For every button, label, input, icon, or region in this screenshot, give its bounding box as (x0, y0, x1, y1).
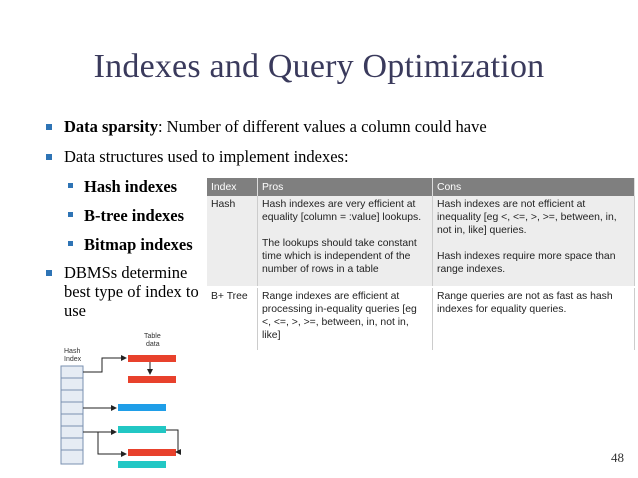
sub-bullet-bitmap: Bitmap indexes (84, 235, 193, 254)
bullet-data-sparsity (64, 117, 487, 137)
record-red (128, 376, 176, 383)
record-cyan (118, 426, 166, 433)
page-number: 48 (611, 450, 624, 465)
bullet-dbms: DBMSs determine best type of index to use (64, 263, 199, 320)
cell-index: B+ Tree (207, 287, 258, 351)
hash-index-diagram (56, 330, 196, 470)
bullet-marker (46, 124, 52, 130)
header-index: Index (207, 178, 258, 196)
bullet-marker (46, 154, 52, 160)
data-label: data (146, 341, 160, 348)
header-pros: Pros (258, 178, 433, 196)
table-label: Table (144, 333, 161, 340)
cell-cons (433, 287, 635, 351)
hash-index-column (61, 366, 83, 464)
sub-bullet-marker (68, 241, 73, 246)
cell-pros (258, 196, 433, 287)
bullet-data-structures: Data structures used to implement indexes: (64, 147, 349, 166)
table-row (207, 196, 635, 287)
hash-label: Hash (64, 348, 81, 355)
cons-text: Hash indexes require more space than range indexes. (437, 251, 616, 275)
cell-cons (433, 196, 635, 287)
bullet-description: : Number of different values a column could have (157, 117, 487, 136)
record-blue (118, 404, 166, 411)
pros-text: Range indexes are efficient at processing in-equality queries [eg <, <=, >, >=, between, in, not in, like] (262, 291, 417, 341)
bullet-bold-term: Data sparsity (64, 117, 158, 136)
top-band (0, 0, 638, 24)
table-data-records (118, 355, 176, 468)
sub-bullet-marker (68, 183, 73, 188)
pros-text: Hash indexes are very efficient at equality [column = :value] lookups. (262, 199, 422, 223)
cons-text: Hash indexes are not efficient at inequality [eg <, <=, >, >=, between, in, not in, like] queries. (437, 199, 617, 236)
cell-pros (258, 287, 433, 351)
cell-index: Hash (207, 196, 258, 287)
table-header-row (207, 178, 635, 196)
table-row (207, 287, 635, 351)
bullet-marker (46, 270, 52, 276)
slide-title: Indexes and Query Optimization (93, 48, 545, 85)
index-label: Index (64, 356, 82, 363)
index-comparison-table (207, 178, 635, 352)
record-red (128, 449, 176, 456)
record-red (128, 355, 176, 362)
sub-bullet-hash: Hash indexes (84, 177, 178, 196)
sub-bullet-btree: B-tree indexes (84, 206, 185, 225)
record-cyan (118, 461, 166, 468)
sub-bullet-marker (68, 212, 73, 217)
header-cons: Cons (433, 178, 635, 196)
pros-text: The lookups should take constant time which is independent of the number of rows in a table (262, 238, 417, 275)
cons-text: Range queries are not as fast as hash indexes for equality queries. (437, 291, 613, 315)
